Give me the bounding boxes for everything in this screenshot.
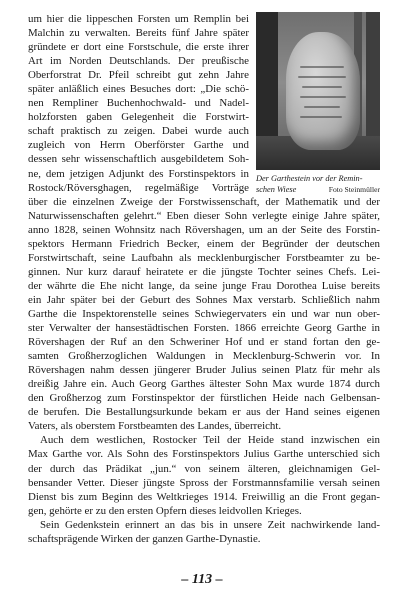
text-line: nen Rempliner Buchenhochwald- und Nadel- xyxy=(28,97,249,110)
text-line: später anläßlich eines Besuches dort: „Die schö- xyxy=(28,83,249,96)
text-line: Auch dem westlichen, Rostocker Teil der Heide stand inzwischen ein xyxy=(40,434,380,447)
text-line: bensander Vetter. Dieser jüngste Spross der Forstmannsfamilie versah seinen xyxy=(28,476,380,489)
text-line: Oberforstrat Dr. Pfeil schreibt gut zehn Jahre xyxy=(28,69,249,82)
text-line: Rövershagen nahm dessen jüngerer Bruder Julius seinen Platz für mehr als xyxy=(28,364,380,377)
text-line: holzforsten gaben Gelegenheit die Forstwirt- xyxy=(28,111,249,124)
text-line: Art im Norden Deutschlands. Der preußische xyxy=(28,55,249,68)
text-line: den Großherzog zum Forstinspektor der fürstlichen Heide nach Gelbensan- xyxy=(28,392,380,405)
text-line: Rostock/Röversghagen, regelmäßige Vorträge xyxy=(28,181,249,194)
text-line: Garthe die Inspektorenstelle seines Schwiegervaters ein und war nun ober- xyxy=(28,307,380,320)
text-line: über die einzelnen Zweige der Forstwissenschaft, der Mathematik und der xyxy=(28,195,380,208)
page-number: – 113 – xyxy=(181,572,223,587)
text-line: anno 1828, seinen Wohnsitz nach Rövershagen, um an der Seite des Forstin- xyxy=(28,223,380,236)
text-line: Vaters, als oberstem Forstbeamten des Landes, überreicht. xyxy=(28,420,282,433)
text-line: Forstwirtschaft, seine Laufbahn als mecklenburgischer Forstbeamter zu be- xyxy=(28,251,380,264)
text-line: Max Garthe vor. Als Sohn des Forstinspektors Julius Garthe unterschied sich xyxy=(28,448,380,461)
text-line: zugleich von Herrn Oberförster Garthe und xyxy=(28,139,249,152)
text-line: ginnen. Nur kurz darauf heiratete er die jüngste Tochter seines Chefs. Lei- xyxy=(28,265,380,278)
caption-line: Der Garthestein vor der Remin- xyxy=(256,174,363,183)
text-line: schaft praktisch zu zeigen. Dabei wurde auch xyxy=(28,125,249,138)
text-line: spektors Hermann Friedrich Becker, einem der Begründer der deutschen xyxy=(28,237,380,250)
text-line: dreißig Jahre ein. Auch Georg Garthes ältester Sohn Max wurde 1874 durch xyxy=(28,378,380,391)
text-line: gründete er dort eine Forstschule, die erste ihrer xyxy=(28,41,249,54)
text-line: ein Jahr später bei der Geburt des Sohnes Max verstarb. Schließlich nahm xyxy=(28,293,380,306)
text-line: Rövershagen der Ruf an den Schweriner Hof und er stand fortan den ge- xyxy=(28,336,380,349)
text-line: um hier die lippeschen Forsten um Remplin bei xyxy=(28,13,249,25)
text-line: der währte die Ehe nicht lange, da seine junge Frau Dorothea Luise bereits xyxy=(28,279,380,292)
text-line: ne, dem jetzigen Adjunkt des Forstinspektors in xyxy=(28,167,249,180)
text-line: ster Verwalter der hansestädtischen Forsten. 1866 erreichte Georg Garthe in xyxy=(28,322,380,335)
text-line: dessen sehr wissenschaftlich ausgebildetem Soh- xyxy=(28,153,249,166)
body-text xyxy=(28,12,380,546)
text-line: de berufen. Die Bestallungsurkunde bekam er aus der Hand seines eigenen xyxy=(28,406,380,419)
text-line: schaftsprägende Wirken der ganzen Garthe-Dynastie. xyxy=(28,532,261,545)
text-line: samten Großherzoglichen Waldungen in Mecklenburg-Schwerin vor. In xyxy=(28,350,380,363)
text-line: gen, gehörte er zu den ersten Opfern dieses leidvollen Krieges. xyxy=(28,504,302,517)
text-line: Dienst bis zum Beginn des Weltkrieges 1914. Freiwillig an die Front gegan- xyxy=(28,490,380,503)
text-line: Naturwissenschaften gelehrt.“ Eben dieser Sohn verlegte einige Jahre später, xyxy=(28,209,380,222)
photo-credit: Foto Steinmüller xyxy=(328,184,380,194)
text-line: der durch das Prädikat „jun.“ von seinem älteren, gleichnamigen Gel- xyxy=(28,462,380,475)
caption-line: schen Wiese xyxy=(256,184,297,194)
text-line: Sein Gedenkstein erinnert an das bis in unsere Zeit nachwirkende land- xyxy=(40,518,380,531)
text-line: Malchin zu verwalten. Bereits fünf Jahre später xyxy=(28,27,249,40)
